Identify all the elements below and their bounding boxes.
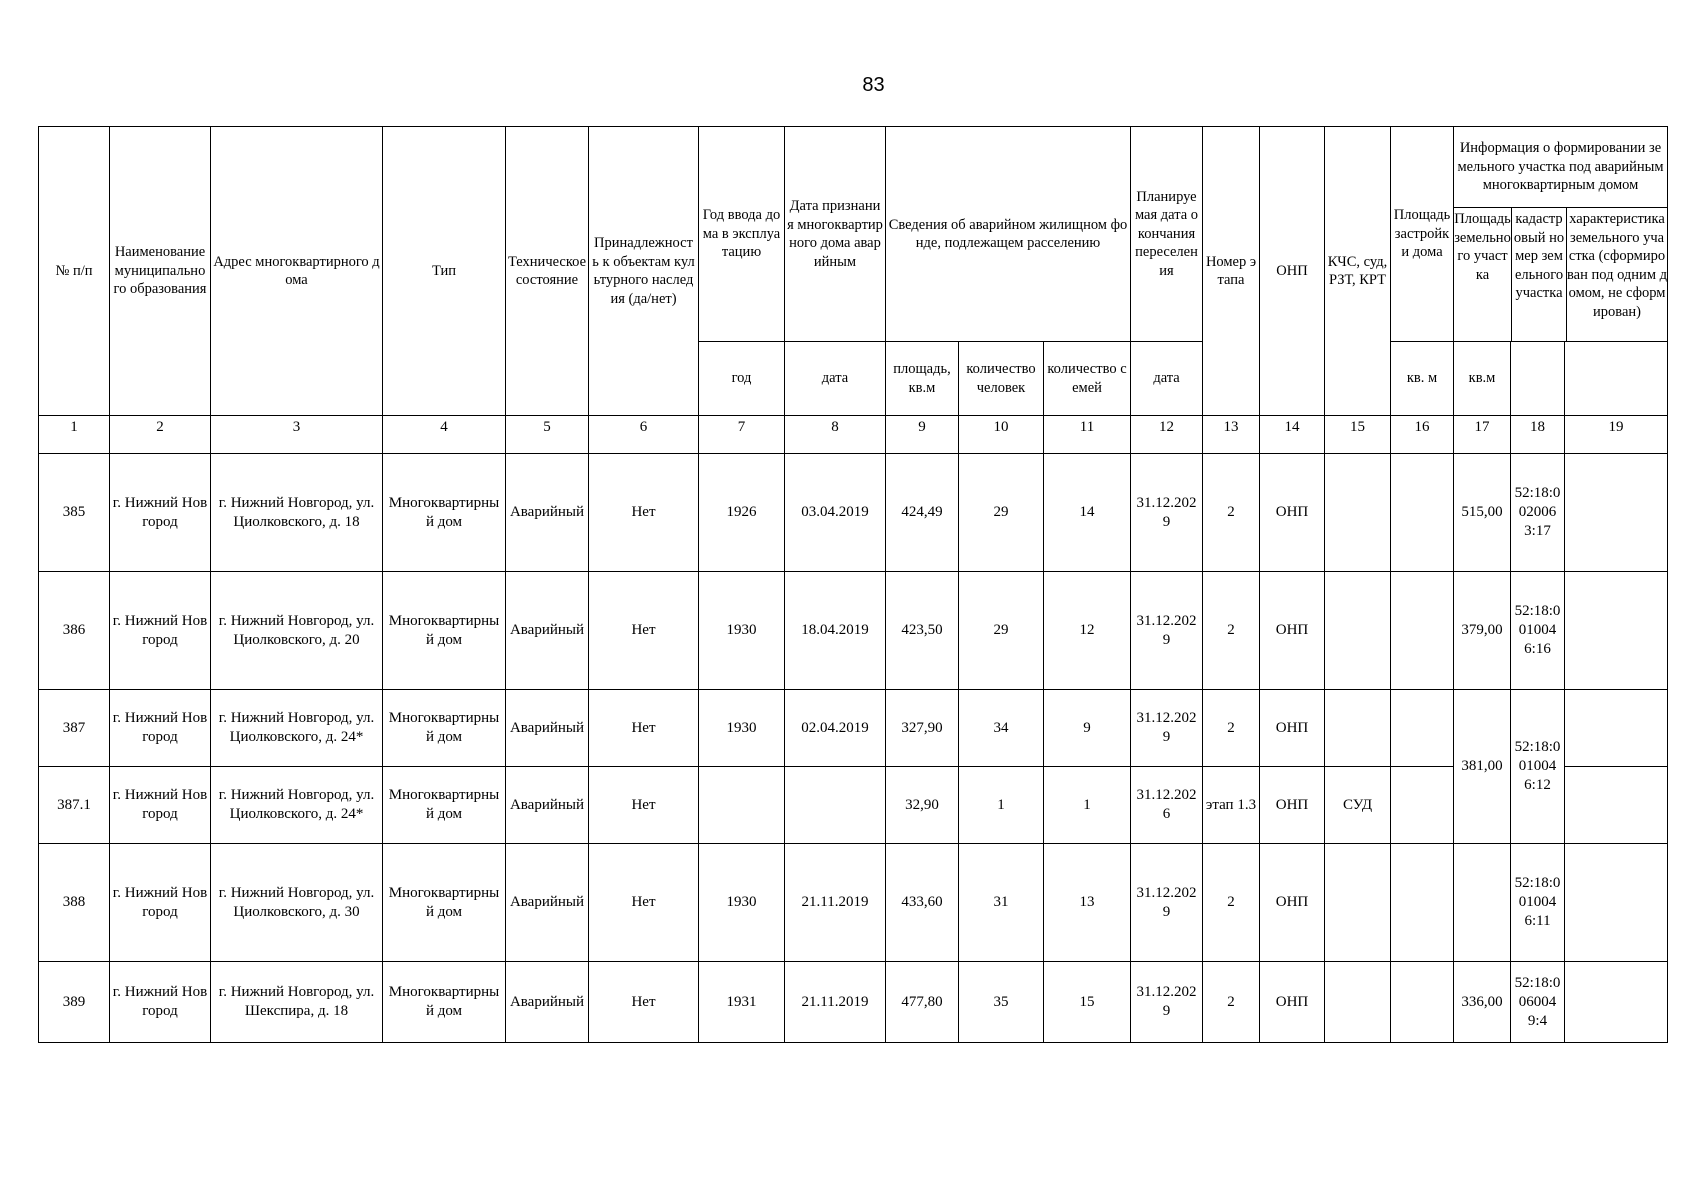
cell-land-area: 515,00 <box>1454 454 1511 572</box>
table-row <box>39 454 1668 572</box>
cell-type: Многоквартирный дом <box>383 767 506 844</box>
col-number: 12 <box>1131 416 1203 454</box>
cell-people: 34 <box>959 690 1044 767</box>
cell-year: 1926 <box>699 454 785 572</box>
cell-built-area <box>1391 690 1454 767</box>
cell-onp: ОНП <box>1260 454 1325 572</box>
header-land-area: Площадь земельного участка <box>1454 208 1512 341</box>
cell-year: 1931 <box>699 962 785 1043</box>
header-built-area: Площадь застройки дома <box>1391 127 1454 342</box>
cell-stage: этап 1.3 <box>1203 767 1260 844</box>
cell-state: Аварийный <box>506 767 589 844</box>
header-land-info-group <box>1454 127 1668 342</box>
cell-plan-date: 31.12.2029 <box>1131 962 1203 1043</box>
cell-type: Многоквартирный дом <box>383 690 506 767</box>
cell-land-char <box>1565 690 1668 767</box>
cell-kchs <box>1325 572 1391 690</box>
cell-heritage: Нет <box>589 767 699 844</box>
col-number: 1 <box>39 416 110 454</box>
cell-stage: 2 <box>1203 690 1260 767</box>
cell-built-area <box>1391 454 1454 572</box>
cell-area: 433,60 <box>886 844 959 962</box>
cell-kchs <box>1325 690 1391 767</box>
cell-plan-date: 31.12.2029 <box>1131 690 1203 767</box>
header-fund-info: Сведения об аварийном жилищном фонде, подлежащем расселению <box>886 127 1131 342</box>
cell-kchs <box>1325 844 1391 962</box>
header-land-char: характеристика земельного участка (сформирован под одним домом, не сформирован) <box>1567 211 1667 320</box>
cell-kchs <box>1325 454 1391 572</box>
cell-families: 9 <box>1044 690 1131 767</box>
col-number: 5 <box>506 416 589 454</box>
cell-kchs <box>1325 962 1391 1043</box>
cell-plan-date: 31.12.2029 <box>1131 454 1203 572</box>
header-date-emergency: Дата признания многоквартирного дома аварийным <box>785 127 886 342</box>
cell-built-area <box>1391 572 1454 690</box>
header-sub-families: количество семей <box>1044 342 1131 416</box>
cell-people: 35 <box>959 962 1044 1043</box>
table-row <box>39 767 1668 844</box>
cell-built-area <box>1391 844 1454 962</box>
table-row <box>39 690 1668 767</box>
cell-heritage: Нет <box>589 962 699 1043</box>
emergency-housing-table <box>38 126 1668 1043</box>
cell-state: Аварийный <box>506 690 589 767</box>
cell-date: 03.04.2019 <box>785 454 886 572</box>
cell-municipality: г. Нижний Новгород <box>110 690 211 767</box>
cell-cadastral: 52:18:0010046:11 <box>1511 844 1565 962</box>
cell-type: Многоквартирный дом <box>383 962 506 1043</box>
cell-onp: ОНП <box>1260 690 1325 767</box>
cell-area: 32,90 <box>886 767 959 844</box>
cell-municipality: г. Нижний Новгород <box>110 767 211 844</box>
cell-onp: ОНП <box>1260 572 1325 690</box>
header-municipality: Наименование муниципального образования <box>110 127 211 416</box>
header-planned-date: Планируемая дата окончания переселения <box>1131 127 1203 342</box>
cell-cadastral: 52:18:0010046:12 <box>1511 690 1565 844</box>
cell-n: 387 <box>39 690 110 767</box>
cell-plan-date: 31.12.2026 <box>1131 767 1203 844</box>
col-number: 3 <box>211 416 383 454</box>
cell-land-area: 336,00 <box>1454 962 1511 1043</box>
header-land-char-cont <box>1565 342 1668 416</box>
header-cadastral: кадастровый номер земельного участка <box>1512 208 1567 341</box>
cell-address: г. Нижний Новгород, ул. Циолковского, д. 30 <box>211 844 383 962</box>
col-number: 6 <box>589 416 699 454</box>
col-number: 18 <box>1511 416 1565 454</box>
col-number: 4 <box>383 416 506 454</box>
cell-onp: ОНП <box>1260 767 1325 844</box>
cell-municipality: г. Нижний Новгород <box>110 844 211 962</box>
header-year-built: Год ввода дома в эксплуатацию <box>699 127 785 342</box>
cell-year <box>699 767 785 844</box>
cell-plan-date: 31.12.2029 <box>1131 844 1203 962</box>
cell-year: 1930 <box>699 844 785 962</box>
col-number: 10 <box>959 416 1044 454</box>
cell-year: 1930 <box>699 690 785 767</box>
header-sub-land-unit: кв.м <box>1454 342 1511 416</box>
cell-people: 31 <box>959 844 1044 962</box>
header-kchs: КЧС, суд, РЗТ, КРТ <box>1325 127 1391 416</box>
cell-cadastral: 52:18:0010046:16 <box>1511 572 1565 690</box>
cell-state: Аварийный <box>506 454 589 572</box>
cell-year: 1930 <box>699 572 785 690</box>
table-row <box>39 844 1668 962</box>
cell-land-area: 381,00 <box>1454 690 1511 844</box>
cell-address: г. Нижний Новгород, ул. Циолковского, д. 24* <box>211 767 383 844</box>
table-row <box>39 962 1668 1043</box>
cell-n: 385 <box>39 454 110 572</box>
cell-onp: ОНП <box>1260 844 1325 962</box>
col-number: 19 <box>1565 416 1668 454</box>
cell-built-area <box>1391 962 1454 1043</box>
cell-area: 327,90 <box>886 690 959 767</box>
cell-heritage: Нет <box>589 454 699 572</box>
col-number: 8 <box>785 416 886 454</box>
cell-type: Многоквартирный дом <box>383 844 506 962</box>
cell-land-char <box>1565 572 1668 690</box>
header-type: Тип <box>383 127 506 416</box>
cell-plan-date: 31.12.2029 <box>1131 572 1203 690</box>
header-stage: Номер этапа <box>1203 127 1260 416</box>
cell-land-area <box>1454 844 1511 962</box>
cell-municipality: г. Нижний Новгород <box>110 572 211 690</box>
cell-date: 21.11.2019 <box>785 844 886 962</box>
cell-type: Многоквартирный дом <box>383 454 506 572</box>
col-number: 7 <box>699 416 785 454</box>
header-sub-people: количество человек <box>959 342 1044 416</box>
cell-address: г. Нижний Новгород, ул. Шекспира, д. 18 <box>211 962 383 1043</box>
col-number: 16 <box>1391 416 1454 454</box>
cell-cadastral: 52:18:0020063:17 <box>1511 454 1565 572</box>
col-number: 14 <box>1260 416 1325 454</box>
header-sub-year: год <box>699 342 785 416</box>
cell-area: 424,49 <box>886 454 959 572</box>
header-n: № п/п <box>39 127 110 416</box>
cell-families: 1 <box>1044 767 1131 844</box>
header-cadastral-cont <box>1511 342 1565 416</box>
col-number: 15 <box>1325 416 1391 454</box>
col-number: 9 <box>886 416 959 454</box>
cell-land-char <box>1565 767 1668 844</box>
cell-heritage: Нет <box>589 690 699 767</box>
table-row <box>39 572 1668 690</box>
cell-people: 29 <box>959 572 1044 690</box>
cell-state: Аварийный <box>506 962 589 1043</box>
cell-families: 12 <box>1044 572 1131 690</box>
cell-kchs: СУД <box>1325 767 1391 844</box>
cell-n: 387.1 <box>39 767 110 844</box>
page-number: 83 <box>862 74 885 96</box>
header-tech-state: Техническое состояние <box>506 127 589 416</box>
cell-stage: 2 <box>1203 572 1260 690</box>
cell-stage: 2 <box>1203 962 1260 1043</box>
cell-state: Аварийный <box>506 572 589 690</box>
cell-stage: 2 <box>1203 844 1260 962</box>
cell-stage: 2 <box>1203 454 1260 572</box>
header-sub-plan-date: дата <box>1131 342 1203 416</box>
cell-date <box>785 767 886 844</box>
cell-onp: ОНП <box>1260 962 1325 1043</box>
cell-state: Аварийный <box>506 844 589 962</box>
cell-date: 21.11.2019 <box>785 962 886 1043</box>
cell-date: 02.04.2019 <box>785 690 886 767</box>
cell-families: 15 <box>1044 962 1131 1043</box>
header-address: Адрес многоквартирного дома <box>211 127 383 416</box>
col-number: 13 <box>1203 416 1260 454</box>
cell-type: Многоквартирный дом <box>383 572 506 690</box>
cell-area: 423,50 <box>886 572 959 690</box>
cell-cadastral: 52:18:0060049:4 <box>1511 962 1565 1043</box>
col-number: 17 <box>1454 416 1511 454</box>
col-number: 2 <box>110 416 211 454</box>
header-land-info: Информация о формировании земельного участка под аварийным многоквартирным домом <box>1454 127 1667 208</box>
cell-municipality: г. Нижний Новгород <box>110 454 211 572</box>
cell-n: 389 <box>39 962 110 1043</box>
cell-families: 13 <box>1044 844 1131 962</box>
cell-n: 388 <box>39 844 110 962</box>
cell-built-area <box>1391 767 1454 844</box>
cell-families: 14 <box>1044 454 1131 572</box>
cell-people: 29 <box>959 454 1044 572</box>
cell-heritage: Нет <box>589 844 699 962</box>
cell-land-char <box>1565 454 1668 572</box>
cell-heritage: Нет <box>589 572 699 690</box>
cell-n: 386 <box>39 572 110 690</box>
cell-land-area: 379,00 <box>1454 572 1511 690</box>
col-number: 11 <box>1044 416 1131 454</box>
cell-address: г. Нижний Новгород, ул. Циолковского, д. 24* <box>211 690 383 767</box>
cell-address: г. Нижний Новгород, ул. Циолковского, д. 20 <box>211 572 383 690</box>
header-sub-built-unit: кв. м <box>1391 342 1454 416</box>
cell-area: 477,80 <box>886 962 959 1043</box>
cell-municipality: г. Нижний Новгород <box>110 962 211 1043</box>
header-sub-date: дата <box>785 342 886 416</box>
cell-date: 18.04.2019 <box>785 572 886 690</box>
header-onp: ОНП <box>1260 127 1325 416</box>
cell-land-char <box>1565 844 1668 962</box>
cell-land-char <box>1565 962 1668 1043</box>
header-heritage: Принадлежность к объектам культурного наследия (да/нет) <box>589 127 699 416</box>
cell-address: г. Нижний Новгород, ул. Циолковского, д. 18 <box>211 454 383 572</box>
cell-people: 1 <box>959 767 1044 844</box>
header-sub-area: площадь, кв.м <box>886 342 959 416</box>
